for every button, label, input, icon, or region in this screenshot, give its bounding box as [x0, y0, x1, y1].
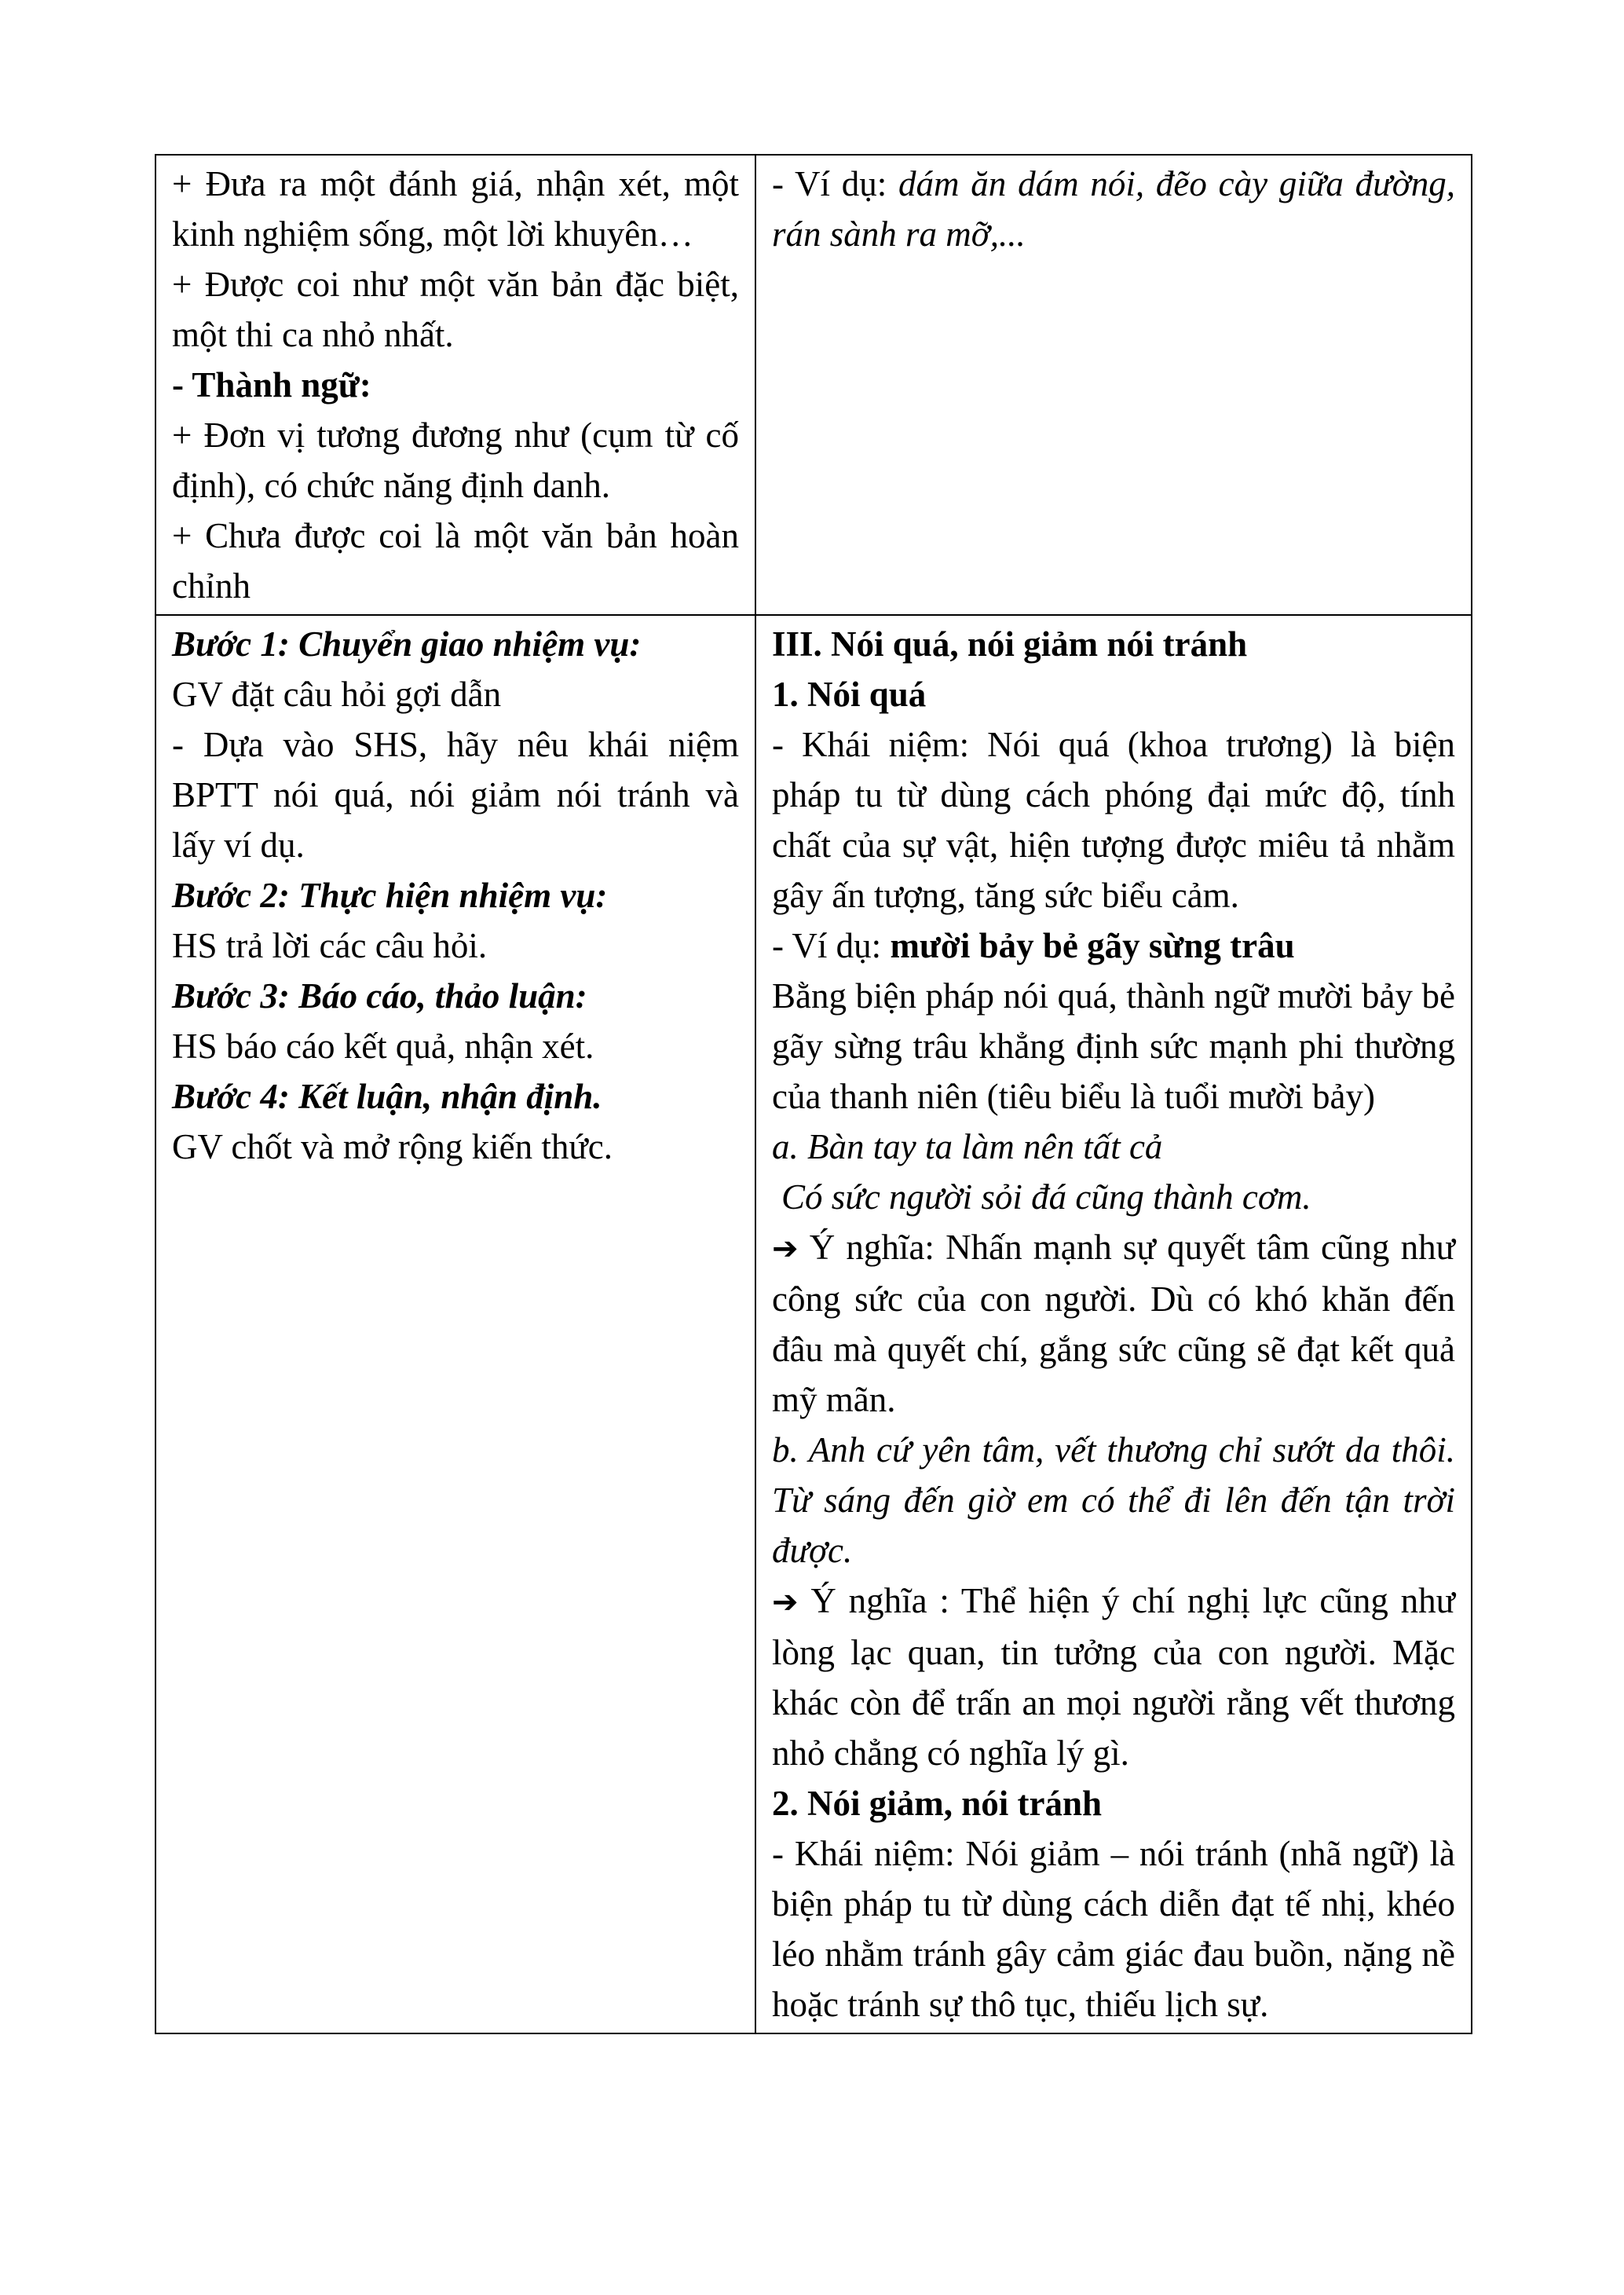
step-1-heading: Bước 1: Chuyển giao nhiệm vụ: — [172, 624, 642, 664]
proverb-point-2: + Được coi như một văn bản đặc biệt, một thi ca nhỏ nhất. — [172, 265, 739, 354]
example-prefix: - Ví dụ: — [772, 926, 891, 965]
example-prefix: - Ví dụ: — [772, 164, 899, 203]
example-text: dám ăn dám nói, đẽo cày giữa đường, rán sành ra mỡ,... — [772, 164, 1455, 254]
idiom-example — [772, 159, 1455, 259]
row2-left-cell — [155, 615, 755, 2033]
subsection-hyperbole: 1. Nói quá — [772, 675, 927, 714]
step-2-text: HS trả lời các câu hỏi. — [172, 926, 488, 965]
arrow-right-icon: ➔ — [772, 1231, 799, 1267]
meaning-text: Ý nghĩa : Thể hiện ý chí nghị lực cũng như lòng lạc quan, tin tưởng của con người. Mặc khác còn để trấn an mọi người rằng vết thương nhỏ chẳng có nghĩa lý gì. — [772, 1581, 1456, 1773]
example-a-line-2: Có sức người sỏi đá cũng thành cơm. — [781, 1177, 1311, 1217]
arrow-right-icon: ➔ — [772, 1584, 799, 1620]
table-row — [155, 615, 1472, 2033]
idiom-point-2: + Chưa được coi là một văn bản hoàn chỉnh — [172, 516, 739, 606]
step-3-text: HS báo cáo kết quả, nhận xét. — [172, 1027, 594, 1066]
hyperbole-concept: - Khái niệm: Nói quá (khoa trương) là biện pháp tu từ dùng cách phóng đại mức độ, tính chất của sự vật, hiện tượng được miêu tả nhằm gây ấn tượng, tăng sức biểu cảm. — [772, 725, 1455, 915]
proverb-point-1: + Đưa ra một đánh giá, nhận xét, một kinh nghiệm sống, một lời khuyên… — [172, 164, 739, 254]
example-a-meaning — [772, 1222, 1455, 1425]
step-1-question: - Dựa vào SHS, hãy nêu khái niệm BPTT nói quá, nói giảm nói tránh và lấy ví dụ. — [172, 725, 739, 865]
row1-right-cell — [755, 155, 1472, 615]
subsection-euphemism: 2. Nói giảm, nói tránh — [772, 1784, 1103, 1823]
meaning-text: Ý nghĩa: Nhấn mạnh sự quyết tâm cũng như công sức của con người. Dù có khó khăn đến đâu mà quyết chí, gắng sức cũng sẽ đạt kết quả mỹ mãn. — [772, 1228, 1456, 1419]
step-4-heading: Bước 4: Kết luận, nhận định. — [172, 1077, 602, 1116]
section-heading: III. Nói quá, nói giảm nói tránh — [772, 624, 1248, 664]
row1-left-cell — [155, 155, 755, 615]
example-explanation: Bằng biện pháp nói quá, thành ngữ mười bảy bẻ gãy sừng trâu khẳng định sức mạnh phi thường của thanh niên (tiêu biểu là tuổi mười bảy) — [772, 976, 1455, 1116]
example-b-text: b. Anh cứ yên tâm, vết thương chỉ sướt da thôi. Từ sáng đến giờ em có thể đi lên đến tận trời được. — [772, 1430, 1455, 1570]
row2-right-cell — [755, 615, 1472, 2033]
example-b-meaning — [772, 1576, 1455, 1778]
table-row — [155, 155, 1472, 615]
step-2-heading: Bước 2: Thực hiện nhiệm vụ: — [172, 876, 608, 915]
step-4-text: GV chốt và mở rộng kiến thức. — [172, 1127, 613, 1166]
lesson-table — [155, 154, 1472, 2034]
hyperbole-example — [772, 921, 1455, 971]
idiom-heading: - Thành ngữ: — [172, 365, 371, 404]
example-a-line-1: a. Bàn tay ta làm nên tất cả — [772, 1127, 1163, 1166]
step-3-heading: Bước 3: Báo cáo, thảo luận: — [172, 976, 587, 1016]
example-idiom: mười bảy bẻ gãy sừng trâu — [890, 926, 1295, 965]
step-1-text: GV đặt câu hỏi gợi dẫn — [172, 675, 502, 714]
euphemism-concept: - Khái niệm: Nói giảm – nói tránh (nhã ngữ) là biện pháp tu từ dùng cách diễn đạt tế nhị, khéo léo nhằm tránh gây cảm giác đau buồn, nặng nề hoặc tránh sự thô tục, thiếu lịch sự. — [772, 1834, 1455, 2024]
idiom-point-1: + Đơn vị tương đương như (cụm từ cố định), có chức năng định danh. — [172, 415, 739, 505]
